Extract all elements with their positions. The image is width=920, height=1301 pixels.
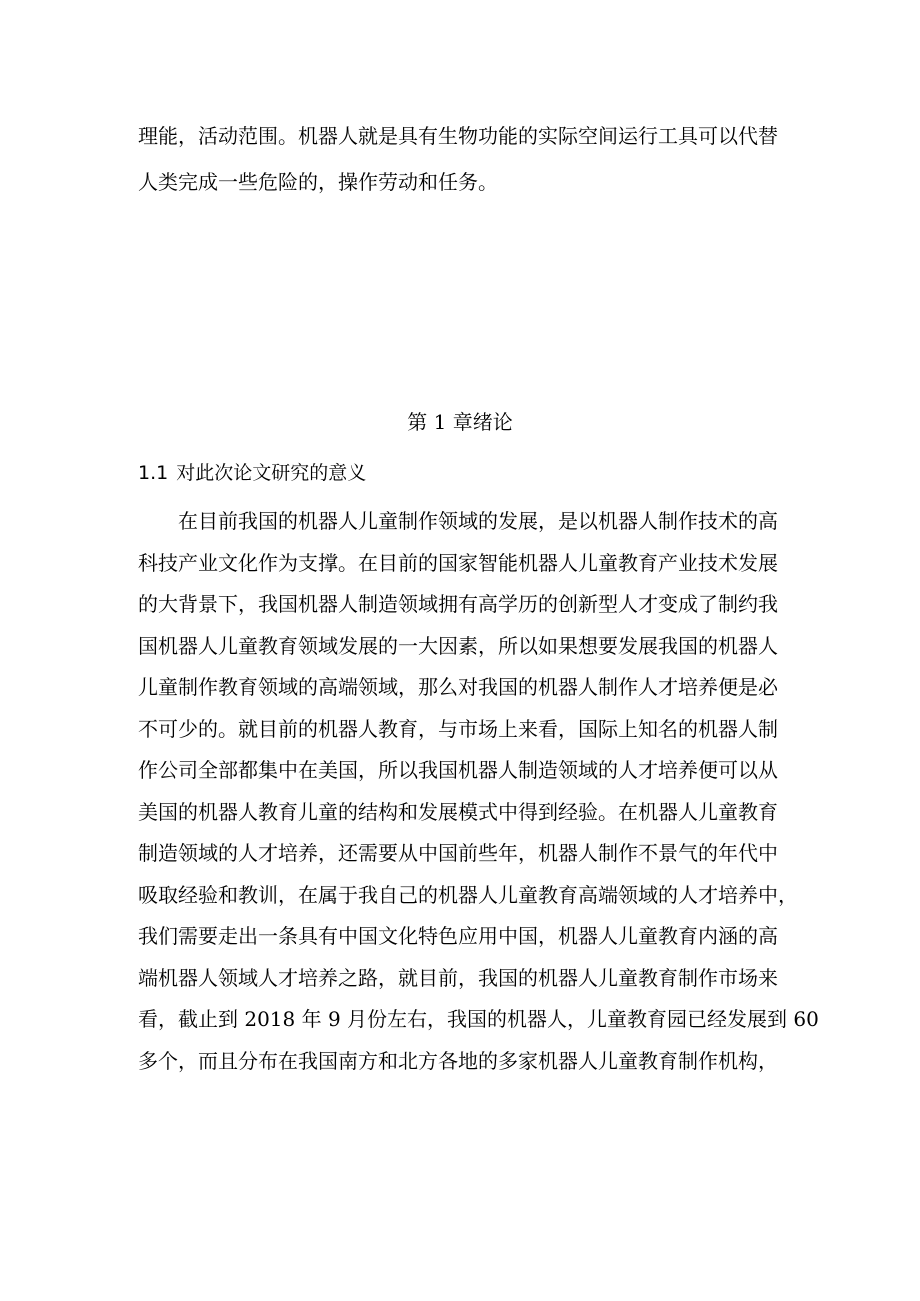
text-line: 美国的机器人教育儿童的结构和发展模式中得到经验。在机器人儿童教育: [138, 799, 778, 824]
text-line: 在目前我国的机器人儿童制作领域的发展，是以机器人制作技术的高: [178, 509, 778, 533]
text-line: 儿童制作教育领域的高端领域，那么对我国的机器人制作人才培养便是必: [138, 675, 778, 699]
text-line: 我们需要走出一条具有中国文化特色应用中国，机器人儿童教育内涵的高: [138, 924, 778, 948]
text-line: 端机器人领域人才培养之路，就目前，我国的机器人儿童教育制作市场来: [138, 965, 778, 990]
body-paragraph: [138, 501, 819, 1082]
text-line: 不可少的。就目前的机器人教育，与市场上来看，国际上知名的机器人制: [138, 716, 778, 741]
chapter-title: 第 1 章绪论: [407, 410, 513, 434]
section-heading: [138, 457, 788, 489]
section-number: 1.1: [138, 462, 169, 484]
text-line: 科技产业文化作为支撑。在目前的国家智能机器人儿童教育产业技术发展: [138, 550, 778, 575]
text-line: 理能，活动范围。机器人就是具有生物功能的实际空间运行工具可以代替: [138, 124, 778, 148]
text-line: 人类完成一些危险的，操作劳动和任务。: [138, 170, 498, 194]
text-line: 吸取经验和教训，在属于我自己的机器人儿童教育高端领域的人才培养中，: [138, 882, 798, 907]
text-line: 国机器人儿童教育领域发展的一大因素，所以如果想要发展我国的机器人: [138, 633, 778, 658]
text-line: 的大背景下，我国机器人制造领域拥有高学历的创新型人才变成了制约我: [138, 592, 778, 616]
text-line: 作公司全部都集中在美国，所以我国机器人制造领域的人才培养便可以从: [138, 758, 778, 782]
text-line: 多个，而且分布在我国南方和北方各地的多家机器人儿童教育制作机构，: [138, 1048, 778, 1073]
section-title: 对此次论文研究的意义: [176, 462, 367, 484]
continuation-paragraph: [138, 113, 788, 205]
text-line: 制造领域的人才培养，还需要从中国前些年，机器人制作不景气的年代中: [138, 841, 778, 865]
text-line: 看，截止到 2018 年 9 月份左右，我国的机器人，儿童教育园已经发展到 60: [138, 1007, 819, 1031]
